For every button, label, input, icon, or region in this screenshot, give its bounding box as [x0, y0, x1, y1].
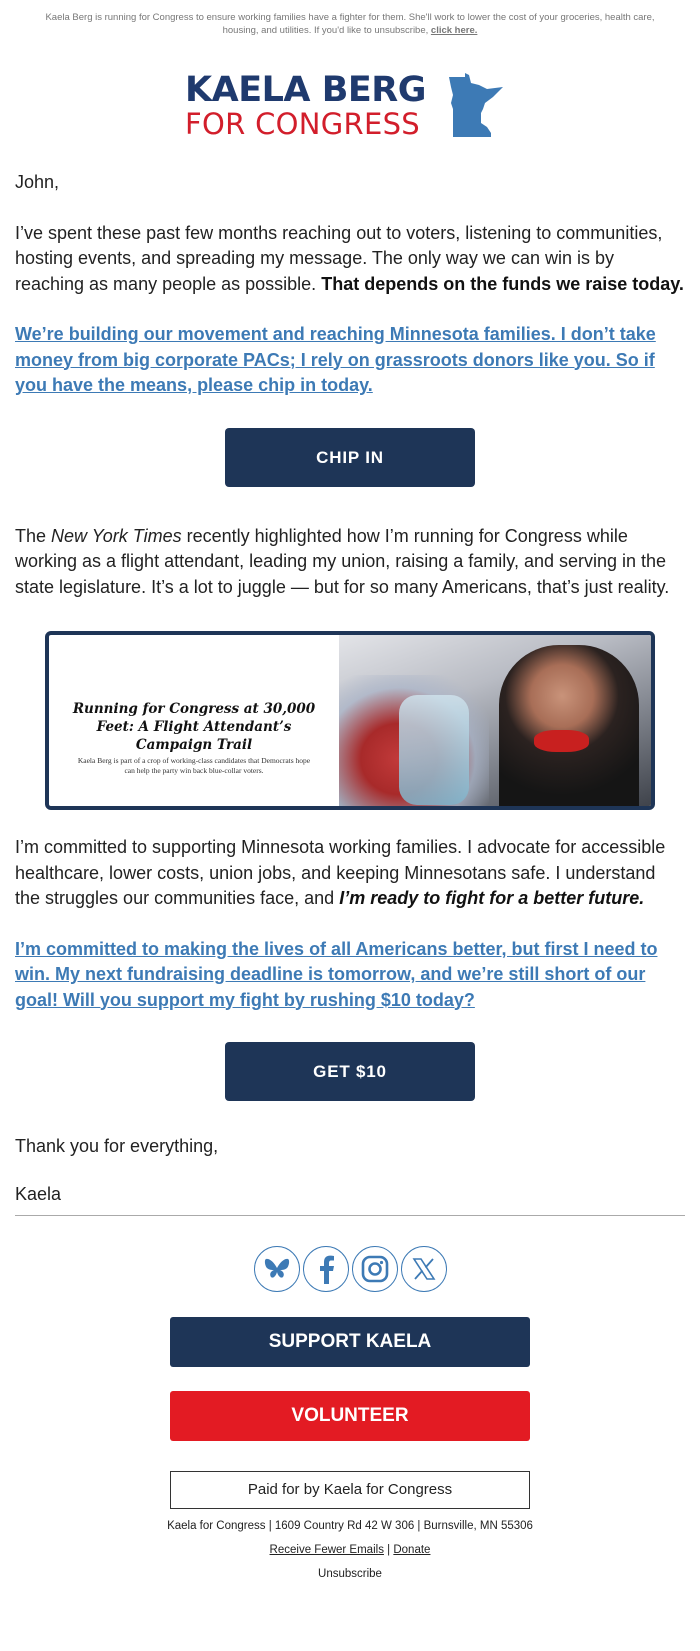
- fewer-emails-link[interactable]: Receive Fewer Emails: [269, 1544, 384, 1556]
- signature: Kaela: [15, 1183, 62, 1204]
- article-headline: Running for Congress at 30,000 Feet: A Flight Attendant’s Campaign Trail: [72, 701, 316, 753]
- paragraph-intro-bold: That depends on the funds we raise today.: [321, 273, 684, 294]
- logo-name: KAELA BERG: [185, 70, 426, 110]
- email-body: [0, 170, 700, 600]
- paragraph-intro-text: I’ve spent these past few months reaching out to voters, listening to communities, hosting events, and spreading my message. The only way we can win is by reaching as many people as possible.: [15, 222, 663, 294]
- social-links: [0, 1246, 700, 1292]
- closing: Thank you for everything,: [15, 1136, 219, 1156]
- paragraph-nyt-pre: The: [15, 525, 47, 546]
- preheader-text: Kaela Berg is running for Congress to ensure working families have a fighter for them. She'll work to lower the cost of your groceries, health care, housing, and utilities. If you'd like to unsubscribe,: [45, 12, 655, 36]
- instagram-icon[interactable]: [352, 1246, 398, 1292]
- article-text: [49, 635, 339, 806]
- paragraph-nyt: [15, 524, 685, 601]
- chip-in-button[interactable]: CHIP IN: [225, 428, 475, 487]
- footer-address: Kaela for Congress | 1609 Country Rd 42 W 306 | Burnsville, MN 55306: [167, 1520, 533, 1532]
- x-icon[interactable]: [401, 1246, 447, 1292]
- paragraph-commitment-text: I’m committed to supporting Minnesota working families. I advocate for accessible healthcare, lower costs, union jobs, and keeping Minnesotans safe. I understand the struggles our communities face, and: [15, 837, 666, 908]
- divider: [15, 1215, 685, 1216]
- paragraph-nyt-post: recently highlighted how I’m running for Congress while working as a flight attendant, leading my union, raising a family, and serving in the state legislature. It’s a lot to juggle — but for so many Americans, that’s just reality.: [15, 525, 670, 597]
- footer-separator: |: [387, 1544, 391, 1556]
- footer-links: [0, 1543, 700, 1557]
- photo-bottle-shape: [399, 695, 469, 805]
- greeting: John,: [15, 172, 60, 192]
- campaign-logo: [185, 71, 515, 143]
- donate-link-2[interactable]: I’m committed to making the lives of all Americans better, but first I need to win. My next fundraising deadline is tomorrow, and we’re still short of our goal! Will you support my fight by rushing $10 today?: [15, 938, 658, 1010]
- paragraph-intro: [15, 221, 685, 298]
- donate-link[interactable]: Donate: [393, 1544, 431, 1556]
- unsubscribe-footer-link[interactable]: Unsubscribe: [318, 1568, 382, 1580]
- logo-subtitle: FOR CONGRESS: [185, 107, 421, 141]
- photo-scarf-shape: [534, 730, 589, 752]
- preheader: [40, 0, 660, 37]
- article-photo: [339, 635, 651, 806]
- minnesota-map-icon: [447, 73, 507, 139]
- paragraph-commitment: [15, 835, 685, 912]
- volunteer-button[interactable]: VOLUNTEER: [170, 1391, 530, 1441]
- get-10-button[interactable]: GET $10: [225, 1042, 475, 1101]
- paragraph-nyt-italic: New York Times: [51, 525, 182, 546]
- photo-person-shape: [499, 645, 639, 806]
- facebook-icon[interactable]: [303, 1246, 349, 1292]
- unsubscribe-link[interactable]: click here.: [430, 25, 478, 36]
- donate-link-1[interactable]: We’re building our movement and reaching Minnesota families. I don’t take money from big corporate PACs; I rely on grassroots donors like you. So if you have the means, please chip in today.: [15, 324, 656, 395]
- paragraph-commitment-emphasis: I’m ready to fight for a better future.: [339, 888, 645, 908]
- paid-for-box: Paid for by Kaela for Congress: [170, 1471, 530, 1509]
- email-body-2: [0, 835, 700, 1216]
- nyt-article-card[interactable]: [45, 631, 655, 810]
- support-kaela-button[interactable]: SUPPORT KAELA: [170, 1317, 530, 1367]
- article-dek: Kaela Berg is part of a crop of working-class candidates that Democrats hope can help the party win back blue-collar voters.: [77, 756, 311, 775]
- bluesky-icon[interactable]: [254, 1246, 300, 1292]
